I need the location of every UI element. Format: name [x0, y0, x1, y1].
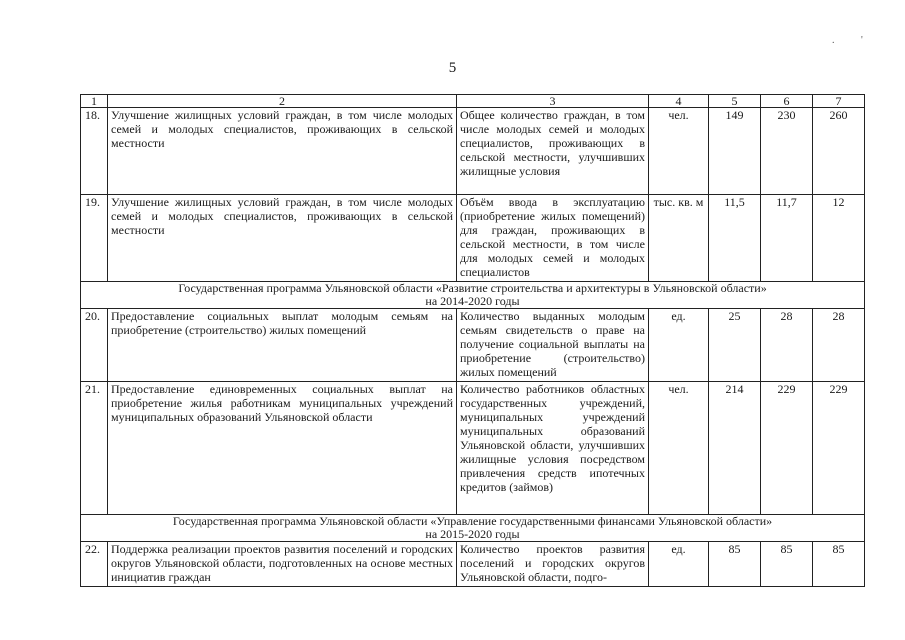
header-cell: 7 [813, 95, 865, 108]
program-heading [81, 515, 865, 542]
section-row [81, 515, 865, 542]
value-cell: 85 [709, 542, 761, 587]
header-cell: 4 [649, 95, 709, 108]
value-cell: 230 [761, 108, 813, 195]
indicator-name: Объём ввода в эксплуатацию (приобретение жилых помещений) для граждан, проживающих в сельской местности, в том числе для молодых семей и молодых специалистов [457, 195, 649, 282]
measure-name: Поддержка реализации проектов развития поселений и городских округов Ульяновской области, подготовленных на основе местных инициатив граждан [108, 542, 457, 587]
program-period: на 2015-2020 годы [425, 527, 520, 541]
program-heading [81, 282, 865, 309]
header-cell: 5 [709, 95, 761, 108]
header-cell: 2 [108, 95, 457, 108]
row-number: 22. [81, 542, 108, 587]
value-cell: 149 [709, 108, 761, 195]
unit-cell: ед. [649, 542, 709, 587]
indicator-name: Количество работников областных государственных учреждений, муниципальных учреждений муниципальных образований Ульяновской области, улучшивших жилищные условия посредством привлечения средств ипотечных кредитов (займов) [457, 382, 649, 515]
value-cell: 260 [813, 108, 865, 195]
measure-name: Предоставление единовременных социальных выплат на приобретение жилья работникам муниципальных учреждений муниципальных образований Ульяновской области [108, 382, 457, 515]
value-cell: 85 [761, 542, 813, 587]
program-title: Государственная программа Ульяновской области «Управление государственными финансами Ульяновской области» [172, 514, 773, 528]
measure-name: Предоставление социальных выплат молодым семьям на приобретение (строительство) жилых помещений [108, 309, 457, 382]
page-number: 5 [448, 60, 457, 76]
measure-name: Улучшение жилищных условий граждан, в том числе молодых семей и молодых специалистов, проживающих в сельской местности [108, 195, 457, 282]
table-row [81, 195, 865, 282]
unit-cell: ед. [649, 309, 709, 382]
unit-cell: чел. [649, 382, 709, 515]
value-cell: 12 [813, 195, 865, 282]
corner-marks: . ' [832, 35, 875, 46]
indicator-name: Количество выданных молодым семьям свидетельств о праве на получение социальной выплаты на приобретение (строительство) жилых помещений [457, 309, 649, 382]
section-row [81, 282, 865, 309]
header-cell: 6 [761, 95, 813, 108]
indicator-name: Общее количество граждан, в том числе молодых семей и молодых специалистов, проживающих в сельской местности, улучшивших жилищные условия [457, 108, 649, 195]
value-cell: 11,5 [709, 195, 761, 282]
table-row [81, 309, 865, 382]
value-cell: 229 [813, 382, 865, 515]
measure-name: Улучшение жилищных условий граждан, в том числе молодых семей и молодых специалистов, проживающих в сельской местности [108, 108, 457, 195]
indicator-name: Количество проектов развития поселений и городских округов Ульяновской области, подго- [457, 542, 649, 587]
value-cell: 28 [761, 309, 813, 382]
unit-cell: чел. [649, 108, 709, 195]
program-title: Государственная программа Ульяновской области «Развитие строительства и архитектуры в Ульяновской области» [178, 281, 767, 295]
header-cell: 1 [81, 95, 108, 108]
value-cell: 85 [813, 542, 865, 587]
value-cell: 229 [761, 382, 813, 515]
table-row [81, 382, 865, 515]
value-cell: 11,7 [761, 195, 813, 282]
value-cell: 28 [813, 309, 865, 382]
table-row [81, 108, 865, 195]
program-period: на 2014-2020 годы [425, 294, 520, 308]
header-cell: 3 [457, 95, 649, 108]
row-number: 20. [81, 309, 108, 382]
value-cell: 25 [709, 309, 761, 382]
indicators-table [80, 94, 865, 587]
row-number: 21. [81, 382, 108, 515]
header-row [81, 95, 865, 108]
unit-cell: тыс. кв. м [649, 195, 709, 282]
table-row [81, 542, 865, 587]
row-number: 19. [81, 195, 108, 282]
value-cell: 214 [709, 382, 761, 515]
row-number: 18. [81, 108, 108, 195]
